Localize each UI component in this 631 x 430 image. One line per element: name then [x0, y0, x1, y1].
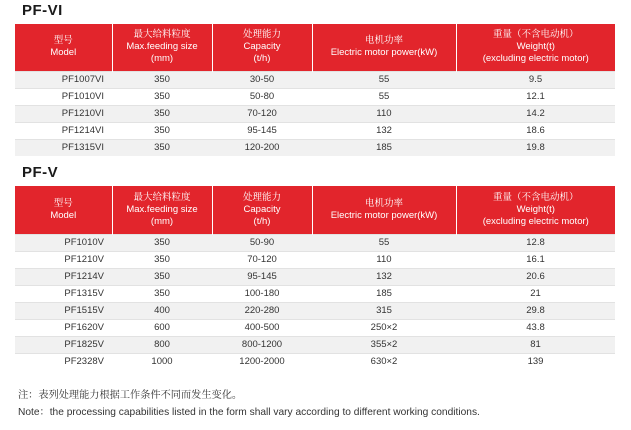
header-power-cn: 电机功率	[364, 35, 403, 47]
cell-power: 315	[312, 302, 456, 319]
header-cap-en: Capacity	[243, 41, 281, 53]
table-row	[15, 319, 615, 336]
table-row	[15, 336, 615, 353]
header-weight-en: Weight(t)	[516, 203, 555, 215]
header-weight-en: Weight(t)	[516, 41, 555, 53]
header-capacity	[212, 186, 312, 234]
header-cap-unit: (t/h)	[253, 215, 271, 227]
table-row	[15, 88, 615, 105]
cell-model: PF1010V	[15, 234, 112, 251]
cell-cap: 50-80	[212, 88, 312, 105]
cell-feed: 1000	[112, 353, 212, 370]
table-row	[15, 234, 615, 251]
header-cap-cn: 处理能力	[242, 191, 281, 203]
header-model-en: Model	[50, 47, 77, 59]
cell-feed: 350	[112, 105, 212, 122]
cell-weight: 29.8	[456, 302, 615, 319]
cell-cap: 400-500	[212, 319, 312, 336]
header-model-cn: 型号	[53, 197, 73, 209]
cell-feed: 600	[112, 319, 212, 336]
header-model	[15, 186, 112, 234]
cell-power: 185	[312, 285, 456, 302]
cell-feed: 350	[112, 285, 212, 302]
cell-cap: 70-120	[212, 105, 312, 122]
cell-weight: 21	[456, 285, 615, 302]
pfvi-title: PF-VI	[22, 2, 63, 19]
table-row	[15, 302, 615, 319]
cell-power: 55	[312, 234, 456, 251]
pfvi-table-body	[15, 71, 615, 156]
cell-cap: 100-180	[212, 285, 312, 302]
cell-power: 630×2	[312, 353, 456, 370]
cell-model: PF1515V	[15, 302, 112, 319]
cell-cap: 220-280	[212, 302, 312, 319]
table-row	[15, 353, 615, 370]
cell-feed: 350	[112, 251, 212, 268]
header-feeding-size	[112, 24, 212, 71]
cell-model: PF1315VI	[15, 139, 112, 156]
header-power-cn: 电机功率	[364, 197, 403, 209]
cell-model: PF1214VI	[15, 122, 112, 139]
header-feed-en: Max.feeding size	[126, 41, 198, 53]
table-row	[15, 122, 615, 139]
cell-feed: 350	[112, 88, 212, 105]
cell-power: 185	[312, 139, 456, 156]
table-row	[15, 71, 615, 88]
cell-feed: 350	[112, 122, 212, 139]
cell-weight: 139	[456, 353, 615, 370]
cell-power: 55	[312, 88, 456, 105]
cell-feed: 350	[112, 139, 212, 156]
pfvi-spec-table	[15, 24, 615, 156]
cell-feed: 350	[112, 268, 212, 285]
header-cap-en: Capacity	[243, 203, 281, 215]
cell-cap: 800-1200	[212, 336, 312, 353]
cell-model: PF1010VI	[15, 88, 112, 105]
pfvi-header-row	[15, 24, 615, 71]
cell-cap: 1200-2000	[212, 353, 312, 370]
cell-cap: 95-145	[212, 122, 312, 139]
table-row	[15, 251, 615, 268]
header-feed-en: Max.feeding size	[126, 203, 198, 215]
header-weight-en2: (excluding electric motor)	[482, 53, 589, 65]
pfv-header-row	[15, 186, 615, 234]
cell-weight: 20.6	[456, 268, 615, 285]
cell-power: 250×2	[312, 319, 456, 336]
cell-power: 55	[312, 71, 456, 88]
header-cap-unit: (t/h)	[253, 53, 271, 65]
cell-power: 110	[312, 251, 456, 268]
header-feed-unit: (mm)	[150, 215, 174, 227]
cell-model: PF1620V	[15, 319, 112, 336]
header-weight-cn: 重量（不含电动机）	[492, 29, 579, 41]
table-row	[15, 105, 615, 122]
note-chinese: 注：表列处理能力根据工作条件不同而发生变化。	[18, 390, 243, 401]
cell-feed: 350	[112, 234, 212, 251]
cell-model: PF1315V	[15, 285, 112, 302]
cell-cap: 95-145	[212, 268, 312, 285]
cell-model: PF1210V	[15, 251, 112, 268]
cell-cap: 120-200	[212, 139, 312, 156]
cell-weight: 9.5	[456, 71, 615, 88]
cell-power: 132	[312, 268, 456, 285]
cell-power: 132	[312, 122, 456, 139]
header-motor-power	[312, 24, 456, 71]
table-row	[15, 285, 615, 302]
cell-model: PF1214V	[15, 268, 112, 285]
cell-cap: 50-90	[212, 234, 312, 251]
cell-weight: 14.2	[456, 105, 615, 122]
cell-weight: 81	[456, 336, 615, 353]
header-weight-cn: 重量（不含电动机）	[492, 191, 579, 203]
header-feed-cn: 最大给料粒度	[133, 191, 191, 203]
cell-feed: 350	[112, 71, 212, 88]
header-weight	[456, 24, 615, 71]
header-model	[15, 24, 112, 71]
cell-model: PF1007VI	[15, 71, 112, 88]
cell-model: PF2328V	[15, 353, 112, 370]
cell-power: 110	[312, 105, 456, 122]
header-cap-cn: 处理能力	[242, 29, 281, 41]
cell-model: PF1825V	[15, 336, 112, 353]
cell-power: 355×2	[312, 336, 456, 353]
cell-weight: 19.8	[456, 139, 615, 156]
cell-weight: 12.8	[456, 234, 615, 251]
header-weight	[456, 186, 615, 234]
note-english: Note：the processing capabilities listed in the form shall vary according to different working conditions.	[18, 407, 480, 418]
header-feed-unit: (mm)	[150, 53, 174, 65]
cell-feed: 400	[112, 302, 212, 319]
header-power-en: Electric motor power(kW)	[330, 47, 438, 59]
header-feeding-size	[112, 186, 212, 234]
pfv-table-body	[15, 234, 615, 370]
header-motor-power	[312, 186, 456, 234]
header-feed-cn: 最大给料粒度	[133, 29, 191, 41]
header-power-en: Electric motor power(kW)	[330, 209, 438, 221]
header-capacity	[212, 24, 312, 71]
cell-model: PF1210VI	[15, 105, 112, 122]
header-model-en: Model	[50, 209, 77, 221]
pfv-title: PF-V	[22, 164, 59, 181]
cell-weight: 12.1	[456, 88, 615, 105]
cell-cap: 70-120	[212, 251, 312, 268]
cell-weight: 18.6	[456, 122, 615, 139]
pfv-spec-table	[15, 186, 615, 370]
header-model-cn: 型号	[53, 35, 73, 47]
cell-cap: 30-50	[212, 71, 312, 88]
cell-weight: 43.8	[456, 319, 615, 336]
cell-feed: 800	[112, 336, 212, 353]
header-weight-en2: (excluding electric motor)	[482, 215, 589, 227]
cell-weight: 16.1	[456, 251, 615, 268]
table-row	[15, 139, 615, 156]
table-row	[15, 268, 615, 285]
